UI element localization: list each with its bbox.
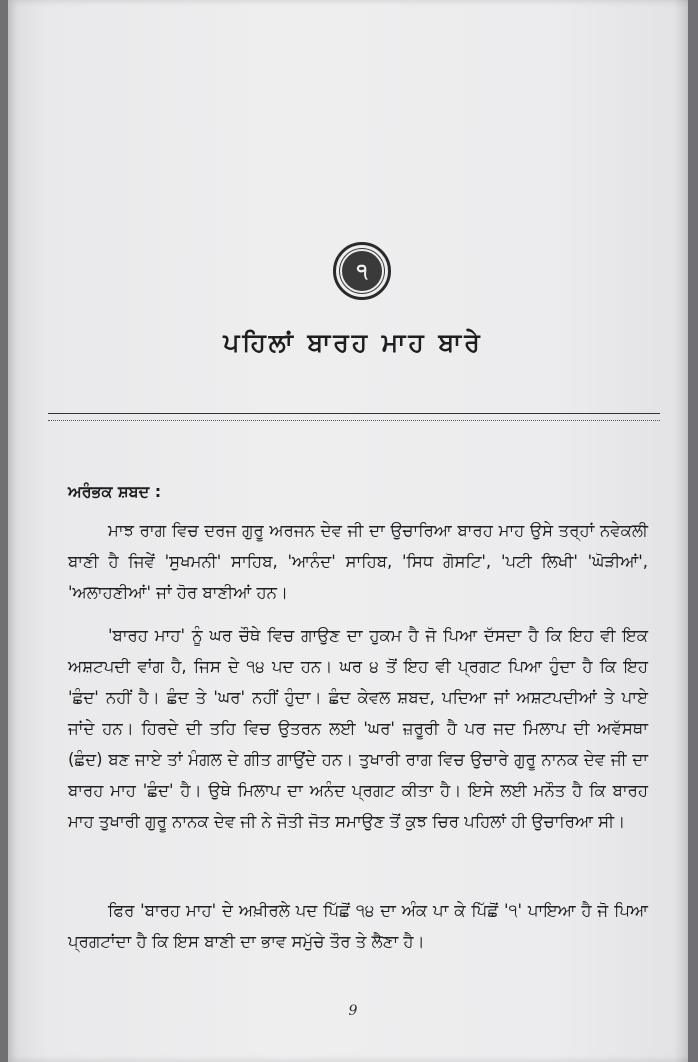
paragraph-3 [68,895,648,957]
title-divider [48,413,660,414]
book-page [8,0,688,1062]
chapter-title: ਪਹਿਲਾਂ ਬਾਰਹ ਮਾਹ ਬਾਰੇ [223,328,483,357]
paragraph-1 [68,515,648,608]
chapter-number: ੧ [340,249,384,293]
page-edge-shadow [674,0,688,1062]
paragraph-text: ਫਿਰ 'ਬਾਰਹ ਮਾਹ' ਦੇ ਅਖ਼ੀਰਲੇ ਪਦ ਪਿੱਛੋਂ ੧੪ ਦਾ ਅੰਕ ਪਾ ਕੇ ਪਿੱਛੋਂ '੧' ਪਾਇਆ ਹੈ ਜੋ ਪਿਆ ਪ੍ਰਗਟਾਂਦਾ ਹੈ ਕਿ ਇਸ ਬਾਣੀ ਦਾ ਭਾਵ ਸਮੁੱਚੇ ਤੌਰ ਤੇ ਲੈਣਾ ਹੈ। [68,901,648,951]
page-number: 9 [348,1003,358,1019]
title-divider-dotted [48,420,660,421]
chapter-number-badge [333,242,391,300]
paragraph-2 [68,620,648,837]
paragraph-text: 'ਬਾਰਹ ਮਾਹ' ਨੂੰ ਘਰ ਚੌਥੇ ਵਿਚ ਗਾਉਣ ਦਾ ਹੁਕਮ ਹੈ ਜੋ ਪਿਆ ਦੱਸਦਾ ਹੈ ਕਿ ਇਹ ਵੀ ਇਕ ਅਸ਼ਟਪਦੀ ਵਾਂਗ ਹੈ, ਜਿਸ ਦੇ ੧੪ ਪਦ ਹਨ। ਘਰ ੪ ਤੋਂ ਇਹ ਵੀ ਪ੍ਰਗਟ ਪਿਆ ਹੁੰਦਾ ਹੈ ਕਿ ਇਹ 'ਛੰਦ' ਨਹੀਂ ਹੈ। ਛੰਦ ਤੇ 'ਘਰ' ਨਹੀਂ ਹੁੰਦਾ। ਛੰਦ ਕੇਵਲ ਸ਼ਬਦ, ਪਦਿਆ ਜਾਂ ਅਸ਼ਟਪਦੀਆਂ ਤੇ ਪਾਏ ਜਾਂਦੇ ਹਨ। ਹਿਰਦੇ ਦੀ ਤਹਿ ਵਿਚ ਉਤਰਨ ਲਈ 'ਘਰ' ਜ਼ਰੂਰੀ ਹੈ ਪਰ ਜਦ ਮਿਲਾਪ ਦੀ ਅਵੱਸਥਾ (ਛੰਦ) ਬਣ ਜਾਏ ਤਾਂ ਮੰਗਲ ਦੇ ਗੀਤ ਗਾਉਂਦੇ ਹਨ। ਤੁਖਾਰੀ ਰਾਗ ਵਿਚ ਉਚਾਰੇ ਗੁਰੂ ਨਾਨਕ ਦੇਵ ਜੀ ਦਾ ਬਾਰਹ ਮਾਹ 'ਛੰਦ' ਹੈ। ਉਥੇ ਮਿਲਾਪ ਦਾ ਅਨੰਦ ਪ੍ਰਗਟ ਕੀਤਾ ਹੈ। ਇਸੇ ਲਈ ਮਨੌਤ ਹੈ ਕਿ ਬਾਰਹ ਮਾਹ ਤੁਖਾਰੀ ਗੁਰੂ ਨਾਨਕ ਦੇਵ ਜੀ ਨੇ ਜੋਤੀ ਜੋਤ ਸਮਾਉਣ ਤੋਂ ਕੁਝ ਚਿਰ ਪਹਿਲਾਂ ਹੀ ਉਚਾਰਿਆ ਸੀ। [68,626,648,831]
paragraph-text: ਮਾਝ ਰਾਗ ਵਿਚ ਦਰਜ ਗੁਰੂ ਅਰਜਨ ਦੇਵ ਜੀ ਦਾ ਉਚਾਰਿਆ ਬਾਰਹ ਮਾਹ ਉਸੇ ਤਰ੍ਹਾਂ ਨਵੇਕਲੀ ਬਾਣੀ ਹੈ ਜਿਵੇਂ 'ਸੁਖਮਨੀ' ਸਾਹਿਬ, 'ਆਨੰਦ' ਸਾਹਿਬ, 'ਸਿਧ ਗੋਸਟਿ', 'ਪਟੀ ਲਿਖੀ' 'ਘੋੜੀਆਂ', 'ਅਲਾਹਣੀਆਂ' ਜਾਂ ਹੋਰ ਬਾਣੀਆਂ ਹਨ। [68,521,648,602]
section-heading: ਅਰੰਭਕ ਸ਼ਬਦ : [68,482,162,501]
